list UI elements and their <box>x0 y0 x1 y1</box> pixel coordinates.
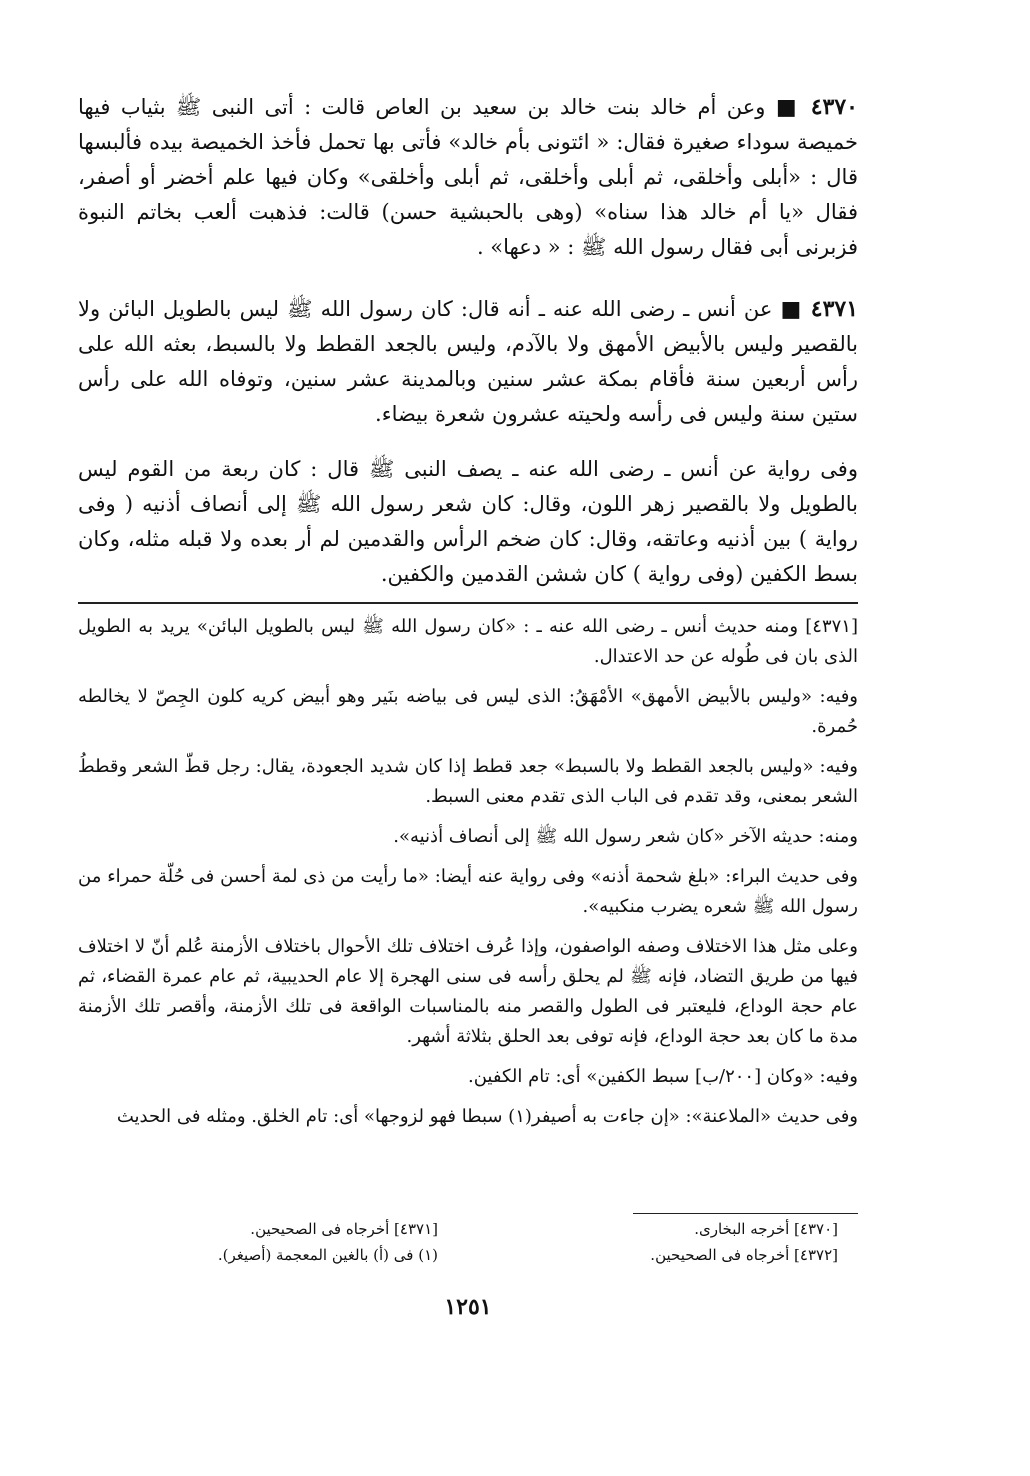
commentary-paragraph: وفيه: «وليس بالأبيض الأمهق» الأمْهَقُ: الذى ليس فى بياضه بنَير وهو أبيض كريه كلون الجِصّ لا يخالطه حُمرة. <box>78 686 858 737</box>
commentary-paragraph: ومنه: حديثه الآخر «كان شعر رسول الله ﷺ إلى أنصاف أذنيه». <box>393 826 858 847</box>
hadith-4371-variant <box>78 452 858 600</box>
commentary-paragraph: وفيه: «وليس بالجعد القطط ولا بالسبط» جعد قطط إذا كان شديد الجعودة، يقال: رجل قطّ الشعر وقططُ الشعر بمعنى، وقد تقدم فى الباب الذى تقدم معنى السبط. <box>78 756 858 807</box>
footnote: [٤٣٧٢] أخرجاه فى الصحيحين. <box>650 1246 838 1264</box>
hadith-text: عن أنس ـ رضى الله عنه ـ أنه قال: كان رسول الله ﷺ ليس بالطويل البائن ولا بالقصير وليس بالأبيض الأمهق ولا بالآدم، وليس بالجعد القطط ولا بالسبط، بعثه الله على رأس أربعين سنة فأقام بمكة عشر سنين وبالمدينة عشر سنين، وتوفاه الله على رأس ستين سنة وليس فى رأسه ولحيته عشرون شعرة بيضاء. <box>78 297 858 426</box>
footnotes-right-column <box>508 1216 838 1268</box>
commentary-paragraph: وفى حديث «الملاعنة»: «إن جاءت به أصيفر(١) سبطا فهو لزوجها» أى: تام الخلق. ومثله فى الحديث <box>116 1106 858 1127</box>
hadith-number: ٤٣٧٠ <box>810 94 858 120</box>
footnote: [٤٣٧٠] أخرجه البخارى. <box>694 1220 838 1238</box>
hadith-4371: ٤٣٧١ ■ عن أنس ـ رضى الله عنه ـ أنه قال: كان رسول الله ﷺ ليس بالطويل البائن ولا بالقصير وليس بالأبيض الأمهق ولا بالآدم، وليس بالجعد القطط ولا بالسبط، بعثه الله على رأس أربعين سنة فأقام بمكة عشر سنين وبالمدينة عشر سنين، وتوفاه الله على رأس ستين سنة وليس فى رأسه ولحيته عشرون شعرة بيضاء. <box>78 296 859 426</box>
commentary-paragraph: وفى حديث البراء: «بلغ شحمة أذنه» وفى رواية عنه أيضا: «ما رأيت من ذى لمة أحسن فى حُلّة حمراء من رسول الله ﷺ شعره يضرب منكبيه». <box>78 866 858 917</box>
section-divider <box>78 602 858 604</box>
commentary <box>78 612 858 1142</box>
commentary-paragraph: وفيه: «وكان [٢٠٠/ب] سبط الكفين» أى: تام الكفين. <box>467 1066 858 1087</box>
footnotes-left-column <box>108 1216 438 1268</box>
footnote-divider <box>633 1213 858 1214</box>
footnote: [٤٣٧١] أخرجاه فى الصحيحين. <box>250 1220 438 1238</box>
commentary-paragraph: وعلى مثل هذا الاختلاف وصفه الواصفون، وإذا عُرف اختلاف تلك الأحوال باختلاف الأزمنة عُلم أنّ لا اختلاف فيها من طريق التضاد، فإنه ﷺ لم يحلق رأسه فى سنى الهجرة إلا عام الحديبية، ثم عام عمرة القضاء، ثم عام حجة الوداع، فليعتبر فى الطول والقصر منه بالمناسبات الواقعة فى تلك الأزمنة، وأقصر تلك الأزمنة مدة ما كان بعد حجة الوداع، فإنه توفى بعد الحلق بثلاثة أشهر. <box>78 936 858 1047</box>
hadith-variant-text: وفى رواية عن أنس ـ رضى الله عنه ـ يصف النبى ﷺ قال : كان ربعة من القوم ليس بالطويل ولا بالقصير زهر اللون، وقال: كان شعر رسول الله ﷺ إلى أنصاف أذنيه ( وفى رواية ) بين أذنيه وعاتقه، وقال: كان ضخم الرأس والقدمين لم أر بعده ولا قبله مثله، وكان بسط الكفين (وفى رواية ) كان ششن القدمين والكفين. <box>78 457 858 586</box>
footnote: (١) فى (أ) بالغين المعجمة (أصيغر). <box>217 1246 438 1264</box>
page-number: ١٢٥١ <box>444 1294 492 1320</box>
hadith-4370: ٤٣٧٠ ■ وعن أم خالد بنت خالد بن سعيد بن العاص قالت : أتى النبى ﷺ بثياب فيها خميصة سوداء صغيرة فقال: « ائتونى بأم خالد» فأتى بها تحمل فأخذ الخميصة بيده فألبسها قال : «أبلى وأخلقى، ثم أبلى وأخلقى، ثم أبلى وأخلقى» وكان فيها علم أخضر أو أصفر، فقال «يا أم خالد هذا سناه» (وهى بالحبشية حسن) قالت: فذهبت ألعب بخاتم النبوة فزبرنى أبى فقال رسول الله ﷺ : « دعها» . <box>78 94 858 259</box>
hadith-number: ٤٣٧١ <box>810 296 859 322</box>
hadith-text: وعن أم خالد بنت خالد بن سعيد بن العاص قالت : أتى النبى ﷺ بثياب فيها خميصة سوداء صغيرة فقال: « ائتونى بأم خالد» فأتى بها تحمل فأخذ الخميصة بيده فألبسها قال : «أبلى وأخلقى، ثم أبلى وأخلقى، ثم أبلى وأخلقى» وكان فيها علم أخضر أو أصفر، فقال «يا أم خالد هذا سناه» (وهى بالحبشية حسن) قالت: فذهبت ألعب بخاتم النبوة فزبرنى أبى فقال رسول الله ﷺ : « دعها» . <box>78 95 858 259</box>
commentary-paragraph: [٤٣٧١] ومنه حديث أنس ـ رضى الله عنه ـ : «كان رسول الله ﷺ ليس بالطويل البائن» يريد به الطويل الذى بان فى طُوله عن حد الاعتدال. <box>78 616 858 667</box>
